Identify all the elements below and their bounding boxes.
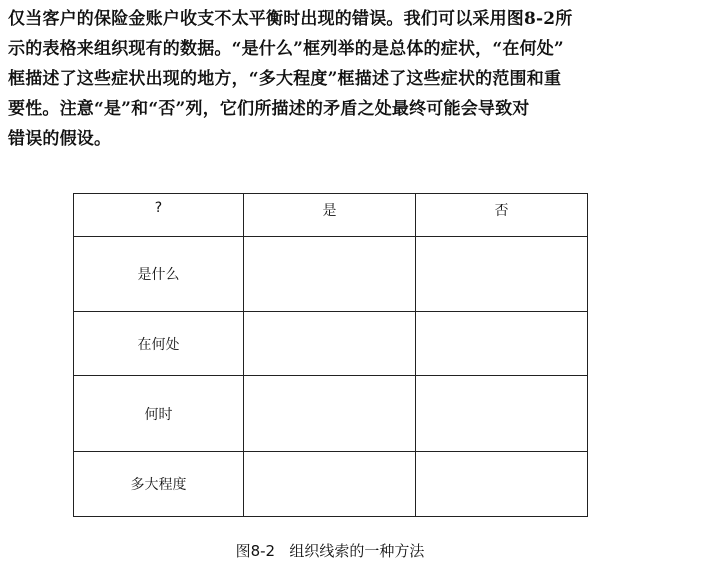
table-row — [74, 376, 588, 452]
figure-caption — [0, 540, 660, 561]
cell-yes — [244, 452, 416, 517]
body-paragraph — [8, 4, 710, 154]
figure-title: 组织线索的一种方法 — [289, 542, 425, 560]
cell-no — [416, 237, 588, 312]
cell-no — [416, 312, 588, 376]
table-row — [74, 312, 588, 376]
table-row — [74, 237, 588, 312]
cell-yes — [244, 376, 416, 452]
cell-no — [416, 452, 588, 517]
cell-yes — [244, 312, 416, 376]
row-label-what: 是什么 — [74, 237, 244, 312]
table-header-row — [74, 194, 588, 237]
cell-no — [416, 376, 588, 452]
clue-organizing-table — [73, 193, 588, 517]
header-no: 否 — [416, 194, 588, 237]
row-label-where: 在何处 — [74, 312, 244, 376]
paragraph-line: 仅当客户的保险金账户收支不太平衡时出现的错误。我们可以采用图8-2所 — [8, 9, 573, 29]
header-yes: 是 — [244, 194, 416, 237]
paragraph-line: 要性。注意“是”和“否”列，它们所描述的矛盾之处最终可能会导致对 — [8, 99, 530, 119]
row-label-when: 何时 — [74, 376, 244, 452]
header-question: ? — [74, 194, 244, 237]
paragraph-line: 框描述了这些症状出现的地方，“多大程度”框描述了这些症状的范围和重 — [8, 69, 562, 89]
row-label-extent: 多大程度 — [74, 452, 244, 517]
paragraph-line: 示的表格来组织现有的数据。“是什么”框列举的是总体的症状，“在何处” — [8, 39, 564, 59]
cell-yes — [244, 237, 416, 312]
figure-number: 图8-2 — [235, 542, 276, 560]
paragraph-line: 错误的假设。 — [8, 129, 112, 149]
table-row — [74, 452, 588, 517]
